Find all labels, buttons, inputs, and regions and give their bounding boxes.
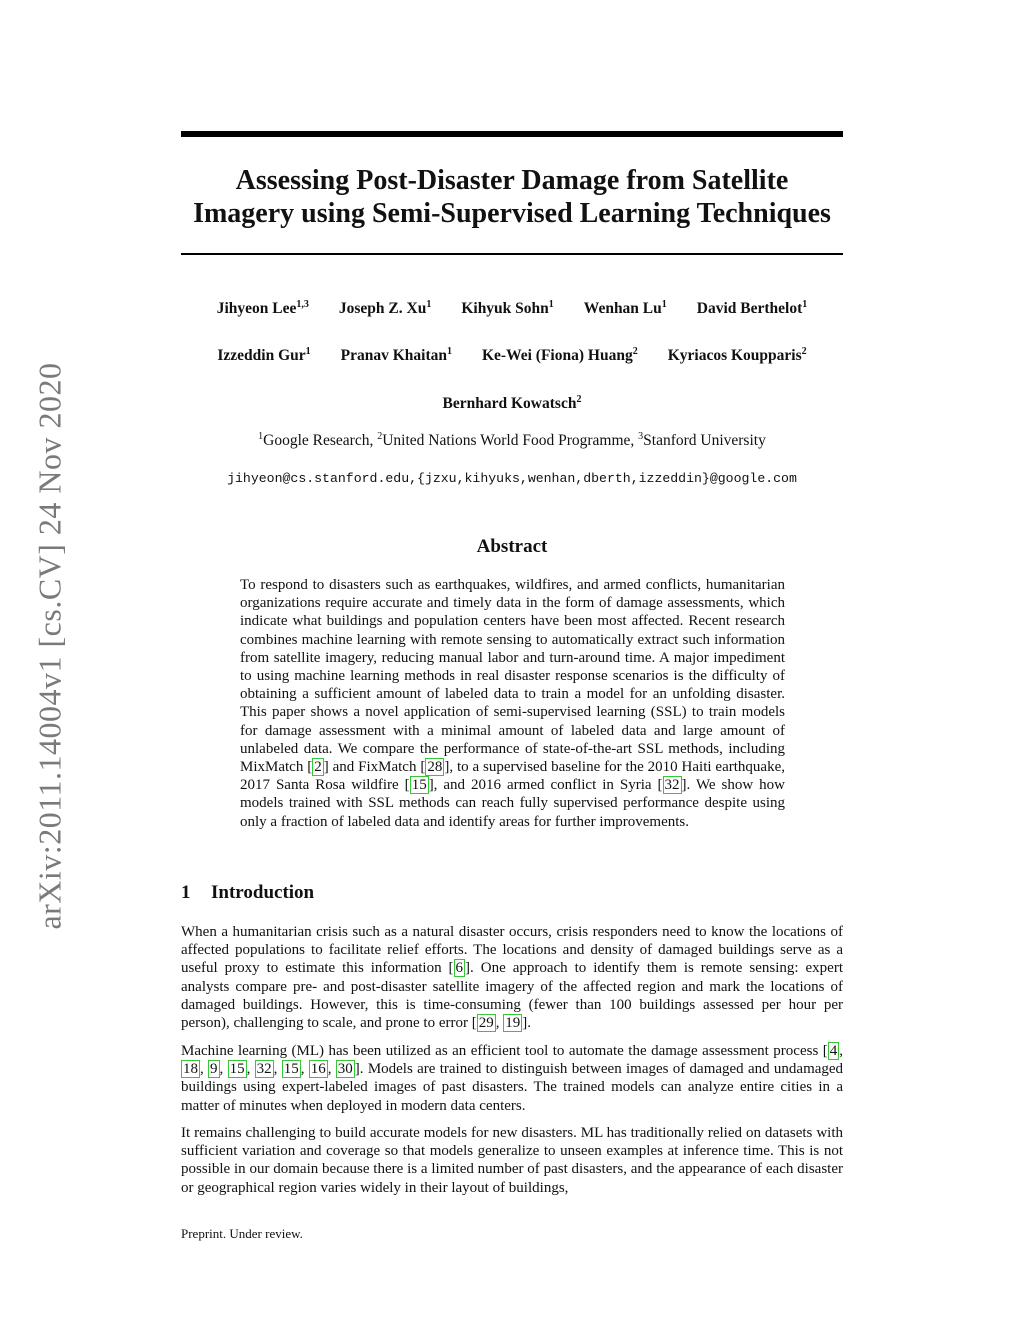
author: Kihyuk Sohn$^1$: [461, 298, 554, 317]
author: Jihyeon Lee$^{1,3}$: [216, 298, 309, 317]
affiliations: $^1$Google Research, $^2$United Nations World Food Programme, $^3$Stanford University: [258, 430, 766, 449]
author-row-1: [181, 300, 843, 318]
citation-link[interactable]: 4: [829, 1043, 838, 1059]
author: Joseph Z. Xu$^1$: [338, 298, 432, 317]
citation-link[interactable]: 28: [427, 759, 443, 776]
abstract-heading: Abstract: [476, 536, 548, 557]
author: Pranav Khaitan$^1$: [340, 345, 452, 364]
author-row-2: [181, 347, 843, 365]
citation-link[interactable]: 9: [210, 1061, 218, 1078]
footer-note: Preprint. Under review.: [181, 1226, 303, 1241]
citation-link[interactable]: 32: [256, 1061, 272, 1078]
citation-link[interactable]: 15: [283, 1061, 299, 1078]
citation-link[interactable]: 29: [478, 1015, 494, 1032]
citation-link[interactable]: 16: [310, 1061, 326, 1078]
citation-group: 4 , 18 , 9 , 15 , 32 , 15 , 16 , 30: [183, 1043, 843, 1078]
paper-title: [181, 164, 843, 230]
section-heading-introduction: 1 Introduction: [181, 882, 315, 903]
intro-paragraph-1: When a humanitarian crisis such as a natural disaster occurs, crisis responders need to know the locations of affected populations to facilitate relief efforts. The locations and density of damaged buildings serve as a useful proxy to estimate this information [ 6 ]. One approach to identify them is remote sensing: expert analysts compare pre- and post-disaster satellite imagery of the affected region and mark the locations of damaged buildings. However, this is time-consuming (fewer than 100 buildings assessed per hour per person), challenging to scale, and prone to error [ 29 , 19 ].: [181, 924, 843, 1032]
citation-link[interactable]: 18: [183, 1061, 198, 1078]
title-rule-bottom: [181, 253, 843, 255]
abstract-text: To respond to disasters such as earthquakes, wildfires, and armed conflicts, humanitarian organizations require accurate and timely data in the form of damage assessments, which indicate what buildings and population centers have been most affected. Recent research combines machine learning with remote sensing to automatically extract such information from satellite imagery, reducing manual labor and turn-around time. A major impediment to using machine learning methods in real disaster response scenarios is the difficulty of obtaining a sufficient amount of labeled data to train a model for an unfolding disaster. This paper shows a novel application of semi-supervised learning (SSL) to train models for damage assessment with a minimal amount of labeled data and large amount of unlabeled data. We compare the performance of state-of-the-art SSL methods, including MixMatch [ 2 ] and FixMatch [ 28 ], to a supervised baseline for the 2010 Haiti earthquake, 2017 Santa Rosa wildfire [ 15 ], and 2016 armed conflict in Syria [ 32 ]. We show how models trained with SSL methods can reach fully supervised performance despite using only a fraction of labeled data and identify areas for further improvements.: [240, 577, 785, 830]
citation-link[interactable]: 19: [505, 1015, 521, 1032]
citation-link[interactable]: 2: [314, 759, 322, 776]
intro-paragraph-2: Machine learning (ML) has been utilized as an efficient tool to automate the damage assessment process [ 4 , 18 , 9 , 15 , 32 , 15 , 16 , 30 ]. Models are trained to distinguish between images of damaged and undamaged buildings using expert-labeled images of past disasters. The trained models can analyze entire cities in a matter of minutes when deployed in modern data centers.: [181, 1043, 844, 1114]
citation-link[interactable]: 30: [337, 1061, 353, 1078]
author: David Berthelot$^1$: [696, 298, 808, 317]
citation-link[interactable]: 6: [455, 960, 464, 977]
intro-paragraph-3: It remains challenging to build accurate models for new disasters. ML has traditionally relied on datasets with sufficient variation and coverage so that models generalize to unseen examples at inference time. This is not possible in our domain because there is a limited number of past disasters, and the appearance of each disaster or geographical region varies widely in their layout of buildings,: [181, 1125, 843, 1196]
author: Izzeddin Gur$^1$: [217, 345, 311, 364]
author-emails: jihyeon@cs.stanford.edu,{jzxu,kihyuks,wenhan,dberth,izzeddin}@google.com: [227, 471, 797, 486]
citation-link[interactable]: 15: [411, 777, 427, 794]
title-line-1: Assessing Post-Disaster Damage from Satellite: [235, 165, 789, 196]
author: Kyriacos Koupparis$^2$: [667, 345, 807, 364]
author-row-3: [181, 395, 843, 413]
citation-link[interactable]: 32: [664, 777, 680, 794]
author: Ke-Wei (Fiona) Huang$^2$: [482, 345, 638, 364]
title-rule-top: [181, 131, 843, 137]
title-line-2: Imagery using Semi-Supervised Learning Techniques: [193, 198, 831, 229]
author: Wenhan Lu$^1$: [583, 298, 667, 317]
author: Bernhard Kowatsch$^2$: [442, 393, 582, 412]
arxiv-identifier-stamp: arXiv:2011.14004v1 [cs.CV] 24 Nov 2020: [31, 362, 68, 930]
citation-link[interactable]: 15: [229, 1061, 245, 1078]
